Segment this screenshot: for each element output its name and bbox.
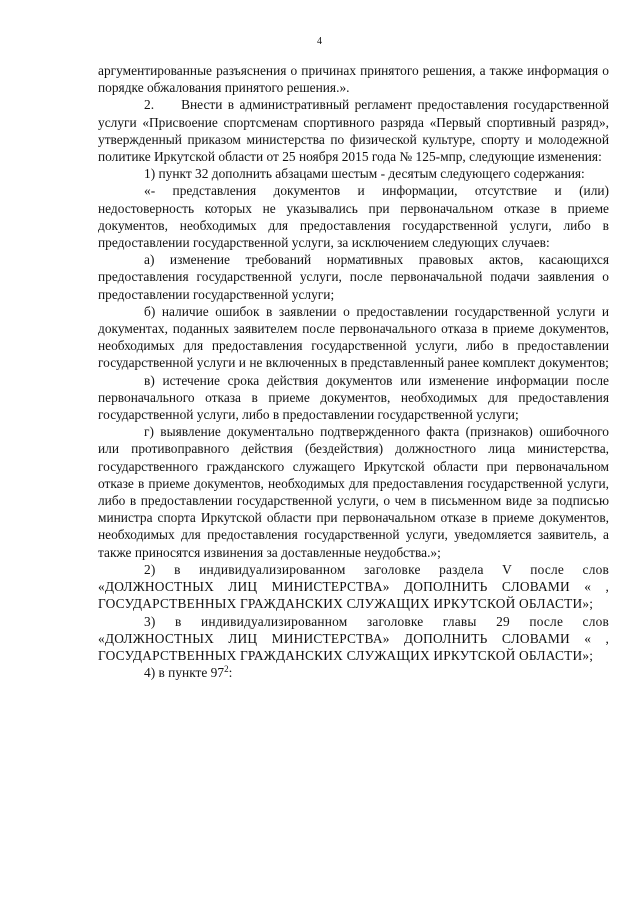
- paragraph-subitem-4: [98, 664, 609, 681]
- paragraph-case-v: в) истечение срока действия документов или изменение информации после первоначального отказа в приеме документов, необходимых для предоставления государственной услуги, либо в предоставлении государственной услуги;: [98, 372, 609, 423]
- paragraph-item-2: 2. Внести в административный регламент предоставления государственной услуги «Присвоение спортсменам спортивного разряда «Первый спортивный разряд», утвержденный приказом министерства по физической культуре, спорту и молодежной политике Иркутской области от 25 ноября 2015 года № 125-мпр, следующие изменения:: [98, 97, 609, 165]
- paragraph-subitem-3: 3) в индивидуализированном заголовке главы 29 после слов «ДОЛЖНОСТНЫХ ЛИЦ МИНИСТЕРСТВА» ДОПОЛНИТЬ СЛОВАМИ « , ГОСУДАРСТВЕННЫХ ГРАЖДАНСКИХ СЛУЖАЩИХ ИРКУТСКОЙ ОБЛАСТИ»;: [98, 613, 609, 663]
- paragraph-case-a: а) изменение требований нормативных правовых актов, касающихся предоставления государственной услуги, после первоначальной подачи заявления о предоставлении государственной услуги;: [98, 252, 609, 302]
- paragraph-case-g: г) выявление документально подтвержденного факта (признаков) ошибочного или противоправного действия (бездействия) должностного лица министерства, государственного гражданского служащего Иркутской области при первоначальном отказе в приеме документов, необходимых для предоставления государственной услуги, либо в предоставлении государственной услуги, о чем в письменном виде за подписью министра спорта Иркутской области при первоначальном отказе в приеме документов, необходимых для предоставления государственной услуги, уведомляется заявитель, а также приносятся извинения за доставленные неудобства.»;: [98, 424, 609, 560]
- paragraph-subitem-1: 1) пункт 32 дополнить абзацами шестым - десятым следующего содержания:: [144, 166, 585, 182]
- page-number: 4: [317, 36, 322, 47]
- paragraph-subitem-2: 2) в индивидуализированном заголовке раздела V после слов «ДОЛЖНОСТНЫХ ЛИЦ МИНИСТЕРСТВА» ДОПОЛНИТЬ СЛОВАМИ « , ГОСУДАРСТВЕННЫХ ГРАЖДАНСКИХ СЛУЖАЩИХ ИРКУТСКОЙ ОБЛАСТИ»;: [98, 561, 609, 612]
- subitem-4-superscript: 2: [224, 664, 229, 675]
- paragraph-closing-previous: аргументированные разъяснения о причинах принятого решения, а также информация о порядке обжалования принятого решения.».: [98, 63, 609, 96]
- document-body: [98, 62, 609, 681]
- paragraph-quoted-intro: «- представления документов и информации, отсутствие и (или) недостоверность которых не указывались при первоначальном отказе в приеме документов, необходимых для предоставления государственной услуги, либо в предоставлении государственной услуги, за исключением следующих случаев:: [98, 183, 609, 251]
- subitem-4-suffix: :: [228, 665, 233, 681]
- paragraph-case-b: б) наличие ошибок в заявлении о предоставлении государственной услуги и документах, поданных заявителем после первоначального отказа в приеме документов, необходимых для предоставления государственной услуги, либо в предоставлении государственной услуги и не включенных в представленный ранее комплект документов;: [98, 303, 609, 371]
- subitem-4-text: 4) в пункте 97: [144, 665, 225, 681]
